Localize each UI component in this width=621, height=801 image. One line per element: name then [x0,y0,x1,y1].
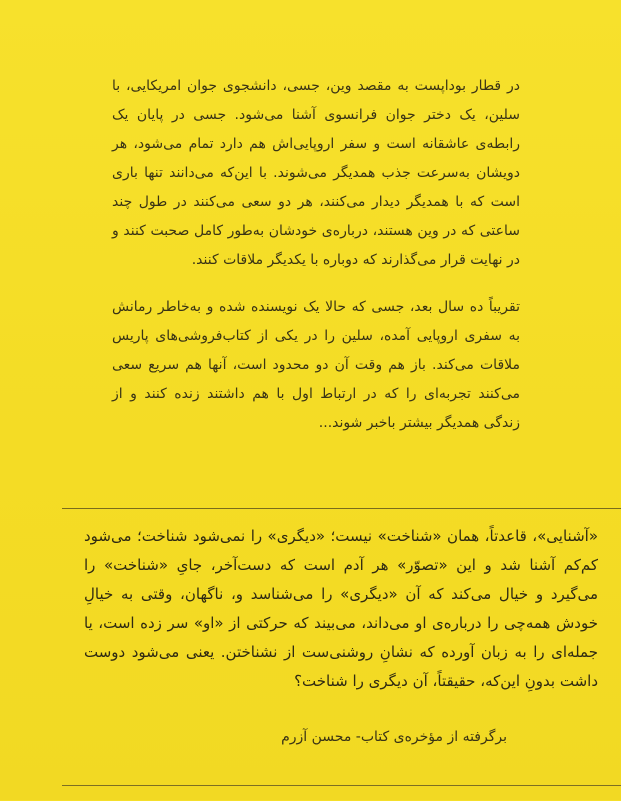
synopsis-section [112,72,520,438]
bottom-rule [62,785,621,801]
synopsis-paragraph-2: تقریباً ده سال بعد، جسی که حالا یک نویسنده شده و به‌خاطر رمانش به سفری اروپایی آمده، سلین را در یکی از کتاب‌فروشی‌های پاریس ملاقات می‌کند. باز هم وقت آن دو محدود است، آنها هم سریع سعی می‌کنند تجربه‌ای را که در ارتباط اول با هم داشتند زنده کنند و از زندگی همدیگر بیشتر باخبر شوند... [112,299,520,431]
synopsis-paragraph-1: در قطار بوداپست به مقصد وین، جسی، دانشجوی جوان امریکایی، با سلین، یک دختر جوان فرانسوی آشنا می‌شود. جسی در پایان یک رابطه‌ی عاشقانه است و سفر اروپایی‌اش هم دارد تمام می‌شود، هر دویشان به‌سرعت جذب همدیگر می‌شوند. با این‌که می‌دانند تنها باری است که با همدیگر دیدار می‌کنند، هر دو سعی می‌کنند در طول چند ساعتی که در وین هستند، درباره‌ی خودشان به‌طور کامل صحبت کنند و در نهایت قرار می‌گذارند که دوباره با یکدیگر ملاقات کنند. [112,78,520,268]
section-divider [62,508,621,509]
quote-text: «آشنایی»، قاعدتاً، همان «شناخت» نیست؛ «دیگری» را نمی‌شود شناخت؛ می‌شود کم‌کم آشنا شد و این «تصوّر» هر آدم است که دست‌آخر، جایِ «شناخت» را می‌گیرد و خیال می‌کند که آن «دیگری» را می‌شناسد و، ناگهان، وقتی به خیالِ خودش همه‌چی را درباره‌ی او می‌داند، می‌بیند که حرکتی از «او» سر زده است، یا جمله‌ای را به زبان آورده که نشانِ روشنی‌ست از نشناختن. یعنی می‌شود دوست داشت بدونِ این‌که، حقیقتاً، آن دیگری را شناخت؟ [84,527,598,690]
quote-attribution: برگرفته از مؤخره‌ی کتاب- محسن آزرم [281,729,507,745]
